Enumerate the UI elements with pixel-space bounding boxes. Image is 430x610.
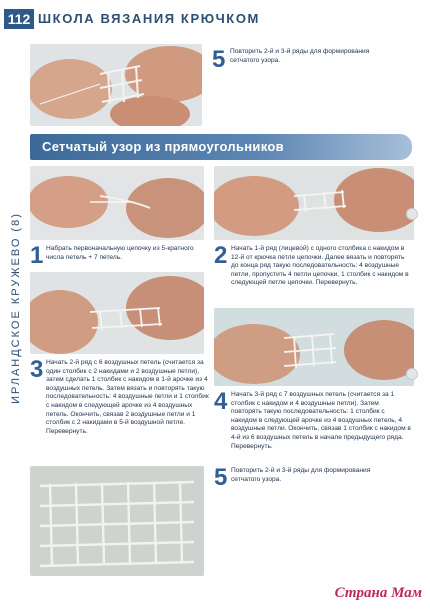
photo-step-3 — [30, 272, 204, 354]
step-number: 2 — [214, 242, 228, 269]
step-number: 4 — [214, 388, 228, 415]
photo-step-2 — [214, 166, 414, 240]
side-label — [4, 40, 24, 580]
step-number: 3 — [30, 356, 44, 383]
step-number: 1 — [30, 242, 44, 269]
binder-hole — [406, 368, 418, 380]
step-text: Начать 1-й ряд (лицевой) с одного столбика с накидом в 12-й от крючка петле цепочки. Далее вязать и повторять до конца ряд такую последовательность: 4 воздушные петли, пропустить 4 петли цепочки, 1 столбик с накидом в следующей петле цепочки. Перевернуть. — [231, 245, 409, 287]
section-title: Сетчатый узор из прямоугольников — [42, 139, 284, 154]
step-number: 5 — [212, 46, 226, 73]
step-text: Повторить 2-й и 3-й ряды для формирования сетчатого узора. — [230, 48, 370, 64]
photo-step-1 — [30, 166, 204, 240]
page-title: ШКОЛА ВЯЗАНИЯ КРЮЧКОМ — [38, 11, 260, 26]
photo-finished-net — [30, 466, 204, 576]
step-number: 5 — [214, 464, 228, 491]
step-text: Начать 3-й ряд с 7 воздушных петель (считается за 1 столбик с накидом и 4 воздушные петли). Затем повторять такую последовательность: 1 столбик с накидом в следующей арочке из 4 воздушных петель, 4 воздушные петли. Окончить, связав 1 столбик с накидом в 4-й из 6 воздушных петель в начале предыдущего ряда. Перевернуть. — [231, 391, 411, 450]
step-text: Набрать первоначальную цепочку из 5-кратного числа петель + 7 петель. — [46, 245, 194, 261]
step-text: Начать 2-й ряд с 6 воздушных петель (считается за один столбик с 2 накидами и 2 воздушные петли), затем сделать 1 столбик с накидом в 1-й арочке из 4 воздушных петель. Затем вязать и повторять такую последовательность: 4 воздушные петли и 1 столбик с накидом в следующей арочке из 4 воздушных петель. Окончить, связав 2 воздушные петли и 1 столбик с 2 накидами в 5-й воздушной петле. Перевернуть. — [46, 359, 209, 435]
watermark: Страна Мам — [334, 585, 422, 601]
page-header — [0, 4, 430, 32]
step-text: Повторить 2-й и 3-й ряды для формирования сетчатого узора. — [231, 467, 371, 483]
section-banner — [30, 134, 412, 160]
side-label-text: ИРЛАНДСКОЕ КРУЖЕВО (8) — [10, 212, 22, 404]
photo-top-net — [30, 44, 202, 126]
page-number: 112 — [4, 9, 34, 29]
binder-hole — [406, 208, 418, 220]
photo-step-4 — [214, 308, 414, 386]
